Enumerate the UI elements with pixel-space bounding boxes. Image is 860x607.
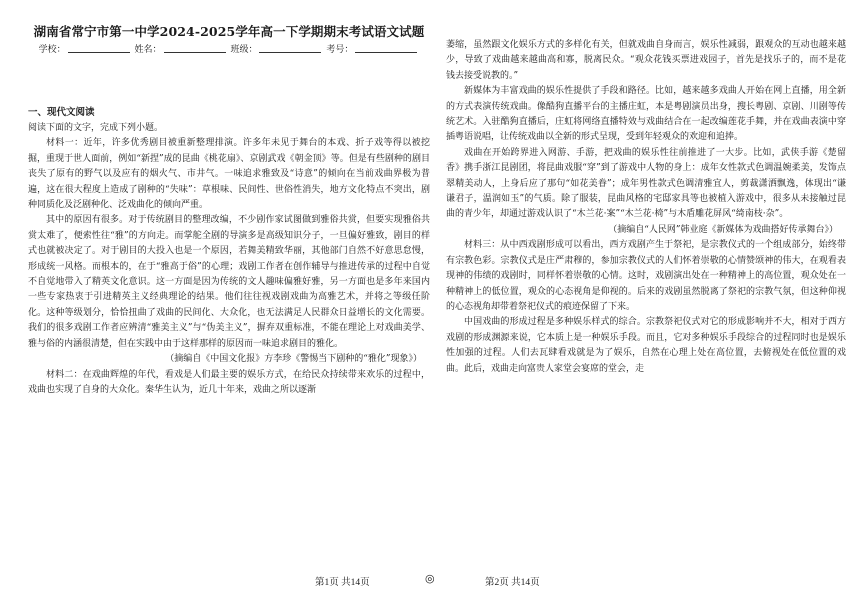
section-heading: 一、现代文阅读 [28,107,95,118]
material-two-paragraph: 萎缩，虽然跟文化娱乐方式的多样化有关，但就戏曲自身而言，娱乐性减弱，跟观众的互动也越来越少，导致了戏曲越来越曲高和寡，脱离民众。“观众花钱买票进戏园子，首先是找乐子的，而不是花钱去接受说教的。” [446,40,846,81]
material-one-paragraph: 材料一：近年，许多优秀剧目被重新整理排演。许多年未见于舞台的本戏、折子戏等得以被挖掘，重现于世人面前，例如“新捏”成的昆曲《桃花扇》、京剧武戏《朝金顶》等。但是有些剧种的剧目丧失了原有的野气以及应有的烟火气、市井气。一味追求雅致及“诗意”的倾向在当前戏曲界极为普遍，这在很大程度上造成了剧种的“失味”：草根味、民间性、世俗性消失，地方文化特点不突出，剧种同质化及泛剧种化、泛戏曲化的倾向严重。 [28,138,430,211]
material-two-paragraph: 戏曲在开始跨界进入网游、手游，把戏曲的娱乐性往前推进了一大步。比如，武侠手游《楚留香》携手浙江昆剧团，将昆曲戏服“穿”到了游戏中人物的身上：成年女性款式色调温婉柔美，发饰点翠精美动人，上身后应了那句“如花美眷”；成年男性款式色调清雅宜人，剪裁潇洒飘逸，体现出“谦谦君子，温润如玉”的气质。除了服装，昆曲风格的宅邸家具等也被植入游戏中，很多从未接触过昆曲的青少年，却通过游戏认识了“木兰花·案”“木兰花·椅”与木盾雕花屏风“绮南枝·杂”。 [446,147,846,220]
page-number-right: 第2页 共14页 [485,578,540,588]
material-two-paragraph: 新媒体为丰富戏曲的娱乐性提供了手段和路径。比如，越来越多戏曲人开始在网上直播，用全新的方式表演传统戏曲。像酷狗直播平台的主播庄虹，本是粤剧演员出身，搜长粤剧、京剧、川剧等传统艺术。入驻酷狗直播后，庄虹将网络直播特效与戏曲结合在一起改编莲花手舞，并在戏曲表演中穿插粤语说唱，让传统戏曲以全新的形式呈现，受到年轻观众的欢迎和追捧。 [446,86,846,143]
material-three-paragraph: 中国戏曲的形成过程是多种娱乐样式的综合。宗教祭祀仪式对它的形成影响并不大，相对于西方戏剧的形成渊源来说，它本质上是一种娱乐手段。而且，它对多种娱乐手段综合的过程同时也是娱乐性加强的过程。人们去瓦肆看戏就是为了娱乐，自然在心理上处在高位置，去俯视处在低位置的戏曲。此后，戏曲走向富贵人家堂会宴席的堂会，走 [446,317,846,374]
material-three-paragraph: 材料三：从中西戏剧形成可以看出，西方戏剧产生于祭祀，是宗教仪式的一个组成部分，始终带有宗教色彩。宗教仪式是庄严肃穆的，参加宗教仪式的人们怀着崇敬的心情赞颂神的伟大，在观看表现神的伟绩的戏剧时，同样怀着崇敬的心情。这时，戏剧演出处在一种精神上的高位置，观众处在一种精神上的低位置，观众的心态视角是仰视的。后来的戏剧虽然脱离了祭祀的宗教气氛，但这种仰视的心态视角却带着祭祀仪式的痕迹保留了下来。 [446,240,846,312]
material-one-paragraph: 其中的原因有很多。对于传统剧目的整理改编，不少剧作家试图做到雅俗共赏，但要实现雅俗共赏太难了，便索性往“雅”的方向走。而掌舵全剧的导演多是高级知识分子，一旦偏好雅致，剧目的样式也就被决定了。对于剧目的大投入也是一个原因，若舞美精致华丽，其他部门自然不好意思怠慢，形成统一风格。而根本的，在于“雅高于俗”的心理；戏剧工作者在创作辅导与推进传承的过程中自觉不自觉地带入了精英文化意识。这一方面是因为传统的文人趣味偏雅好雅，另一方面也是多年来国内一些专家热衷于引进精英主义经典理论的结果。他们往往视戏剧戏曲为高雅艺术，并将之等级任阶化。这种等级划分，恰恰扭曲了戏曲的民间化、大众化，也无法满足人民群众日益增长的文化需要。我们的很多戏剧工作者应辨清“雅美主义”与“伪美主义”，摒弃双重标准，不能在理论上对戏曲美学、雅与俗的内涵很清楚，但在实践中由于这样那样的原因而一味追求剧目的雅化。 [28,215,430,349]
exam-no-label: 考号： [326,45,354,55]
binding-mark-icon: ◎ [425,573,435,585]
page-number-left: 第1页 共14页 [315,578,370,588]
material-two-paragraph: 材料二：在戏曲辉煌的年代，看戏是人们最主要的娱乐方式，在给民众持续带来欢乐的过程中，戏曲也实现了自身的大众化。秦华生认为，近几十年来，戏曲之所以逐渐 [28,369,430,395]
school-label: 学校： [38,45,66,55]
school-blank[interactable] [68,52,130,53]
instruction: 阅读下面的文字，完成下列小题。 [28,123,164,133]
left-page [28,0,430,607]
class-blank[interactable] [259,52,321,53]
exam-title: 湖南省常宁市第一中学2024-2025学年高一下学期期末考试语文试题 [33,24,425,39]
right-page [446,0,846,607]
exam-no-blank[interactable] [355,52,417,53]
class-label: 班级： [230,45,258,55]
student-info-row [28,42,430,55]
name-blank[interactable] [164,52,226,53]
right-column-body [446,38,846,377]
source-citation: （摘编自“人民网”韩业庭《新媒体为戏曲搭好传承舞台》） [608,224,838,235]
name-label: 姓名： [134,45,162,55]
source-citation: （摘编自《中国文化报》方李珍《警惕当下剧种的“雅化”现象》） [165,354,422,365]
left-column-body [28,104,430,398]
